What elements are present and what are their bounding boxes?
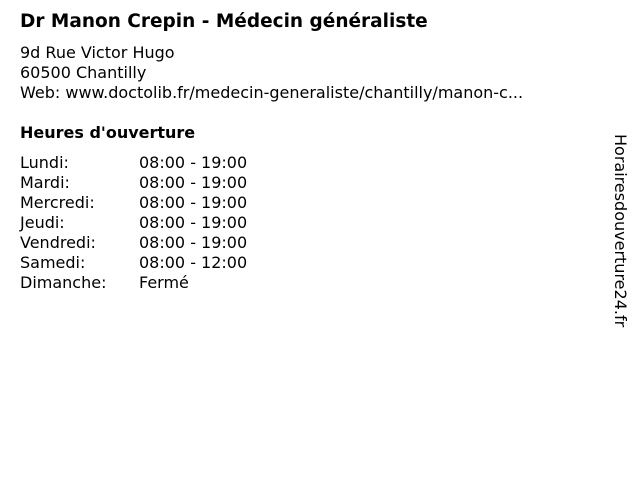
hours-heading: Heures d'ouverture	[20, 123, 196, 142]
time-value: 08:00 - 19:00	[139, 193, 248, 212]
time-value: Fermé	[139, 273, 189, 292]
day-label: Samedi:	[20, 253, 86, 272]
time-value: 08:00 - 19:00	[139, 173, 248, 192]
time-value: 08:00 - 19:00	[139, 153, 248, 172]
page-title: Dr Manon Crepin - Médecin généraliste	[20, 11, 428, 32]
time-value: 08:00 - 19:00	[139, 213, 248, 232]
day-label: Dimanche:	[20, 273, 107, 292]
time-value: 08:00 - 19:00	[139, 233, 248, 252]
day-label: Mardi:	[20, 173, 70, 192]
city: 60500 Chantilly	[20, 63, 147, 82]
day-label: Lundi:	[20, 153, 69, 172]
time-value: 08:00 - 12:00	[139, 253, 248, 272]
street-address: 9d Rue Victor Hugo	[20, 43, 175, 62]
day-label: Jeudi:	[20, 213, 65, 232]
website[interactable]: Web: www.doctolib.fr/medecin-generaliste/chantilly/manon-c...	[20, 83, 524, 102]
day-label: Mercredi:	[20, 193, 95, 212]
day-label: Vendredi:	[20, 233, 96, 252]
site-watermark: Horairesdouverture24.fr	[611, 134, 630, 328]
address-block	[20, 43, 523, 103]
